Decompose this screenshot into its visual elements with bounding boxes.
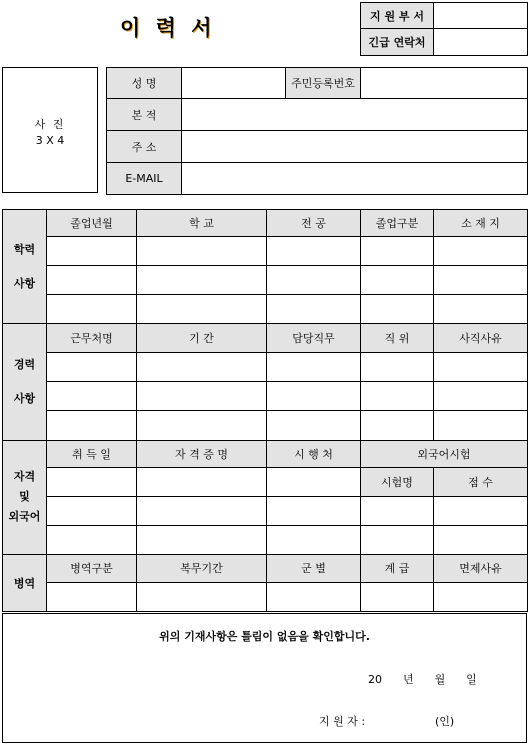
license-header: 취 득 일 xyxy=(47,440,137,467)
test-name-header: 시험명 xyxy=(361,467,434,496)
education-cell[interactable] xyxy=(47,237,137,266)
resident-no-label: 주민등록번호 xyxy=(286,68,361,99)
page-title: 이 력 서 xyxy=(120,16,216,40)
license-cell[interactable] xyxy=(137,496,267,525)
domicile-field[interactable] xyxy=(182,99,528,131)
education-section-label: 학력 사항 xyxy=(3,210,47,324)
education-header: 학 교 xyxy=(137,210,267,237)
education-cell[interactable] xyxy=(267,237,361,266)
career-cell[interactable] xyxy=(137,411,267,440)
contact-field[interactable] xyxy=(434,29,528,56)
license-cell[interactable] xyxy=(361,496,434,525)
military-cell[interactable] xyxy=(267,582,361,611)
name-field[interactable] xyxy=(182,68,286,99)
license-header: 시 행 처 xyxy=(267,440,361,467)
license-cell[interactable] xyxy=(137,525,267,554)
military-cell[interactable] xyxy=(47,582,137,611)
domicile-label: 본 적 xyxy=(107,99,182,131)
career-cell[interactable] xyxy=(47,382,137,411)
license-cell[interactable] xyxy=(47,496,137,525)
military-header: 복무기간 xyxy=(137,554,267,582)
military-section-label: 병역 xyxy=(3,554,47,611)
education-header: 전 공 xyxy=(267,210,361,237)
career-header: 근무처명 xyxy=(47,324,137,353)
date-line[interactable]: 20 년 월 일 xyxy=(368,673,477,686)
license-section-label: 자격 및 외국어 xyxy=(3,440,47,554)
education-header: 졸업년월 xyxy=(47,210,137,237)
military-header: 군 별 xyxy=(267,554,361,582)
applicant-signature-line[interactable]: 지 원 자 : (인) xyxy=(319,715,455,728)
email-label: E-MAIL xyxy=(107,163,182,195)
resident-no-field[interactable] xyxy=(361,68,528,99)
dept-field[interactable] xyxy=(434,3,528,29)
test-score-header: 점 수 xyxy=(434,467,528,496)
license-cell[interactable] xyxy=(47,467,137,496)
photo-label: 사 진 xyxy=(34,118,66,131)
education-cell[interactable] xyxy=(267,295,361,324)
history-table xyxy=(2,209,528,612)
education-cell[interactable] xyxy=(434,237,528,266)
license-cell[interactable] xyxy=(47,525,137,554)
name-label: 성 명 xyxy=(107,68,182,99)
education-cell[interactable] xyxy=(267,266,361,295)
applicant-header-table xyxy=(360,2,528,56)
education-header: 소 재 지 xyxy=(434,210,528,237)
career-cell[interactable] xyxy=(47,411,137,440)
education-cell[interactable] xyxy=(434,295,528,324)
career-header: 사직사유 xyxy=(434,324,528,353)
career-header: 기 간 xyxy=(137,324,267,353)
license-cell[interactable] xyxy=(434,496,528,525)
career-header: 담당직무 xyxy=(267,324,361,353)
career-section-label: 경력 사항 xyxy=(3,324,47,440)
contact-label: 긴급 연락처 xyxy=(361,29,434,56)
photo-box[interactable] xyxy=(2,67,98,193)
military-cell[interactable] xyxy=(361,582,434,611)
license-cell[interactable] xyxy=(267,496,361,525)
address-field[interactable] xyxy=(182,131,528,163)
military-header: 계 급 xyxy=(361,554,434,582)
career-cell[interactable] xyxy=(361,411,434,440)
license-cell[interactable] xyxy=(137,467,267,496)
address-label: 주 소 xyxy=(107,131,182,163)
license-cell[interactable] xyxy=(267,525,361,554)
personal-info-table xyxy=(106,67,528,195)
career-cell[interactable] xyxy=(434,411,528,440)
education-cell[interactable] xyxy=(434,266,528,295)
career-cell[interactable] xyxy=(434,353,528,382)
military-header: 병역구분 xyxy=(47,554,137,582)
license-header: 자 격 증 명 xyxy=(137,440,267,467)
education-cell[interactable] xyxy=(47,295,137,324)
career-cell[interactable] xyxy=(361,382,434,411)
license-cell[interactable] xyxy=(361,525,434,554)
education-cell[interactable] xyxy=(361,237,434,266)
career-cell[interactable] xyxy=(137,353,267,382)
career-cell[interactable] xyxy=(267,411,361,440)
career-cell[interactable] xyxy=(137,382,267,411)
career-cell[interactable] xyxy=(361,353,434,382)
confirmation-box xyxy=(2,613,527,743)
military-cell[interactable] xyxy=(137,582,267,611)
language-test-header: 외국어시험 xyxy=(361,440,528,467)
dept-label: 지 원 부 서 xyxy=(361,3,434,29)
email-field[interactable] xyxy=(182,163,528,195)
license-cell[interactable] xyxy=(267,467,361,496)
education-cell[interactable] xyxy=(137,295,267,324)
career-cell[interactable] xyxy=(434,382,528,411)
photo-size-label: 3 X 4 xyxy=(35,134,65,147)
license-cell[interactable] xyxy=(434,525,528,554)
career-cell[interactable] xyxy=(47,353,137,382)
education-header: 졸업구분 xyxy=(361,210,434,237)
confirmation-statement: 위의 기재사항은 틀림이 없음을 확인합니다. xyxy=(159,630,370,643)
military-cell[interactable] xyxy=(434,582,528,611)
education-cell[interactable] xyxy=(361,266,434,295)
education-cell[interactable] xyxy=(137,237,267,266)
education-cell[interactable] xyxy=(361,295,434,324)
career-cell[interactable] xyxy=(267,382,361,411)
career-header: 직 위 xyxy=(361,324,434,353)
career-cell[interactable] xyxy=(267,353,361,382)
education-cell[interactable] xyxy=(47,266,137,295)
education-cell[interactable] xyxy=(137,266,267,295)
military-header: 면제사유 xyxy=(434,554,528,582)
